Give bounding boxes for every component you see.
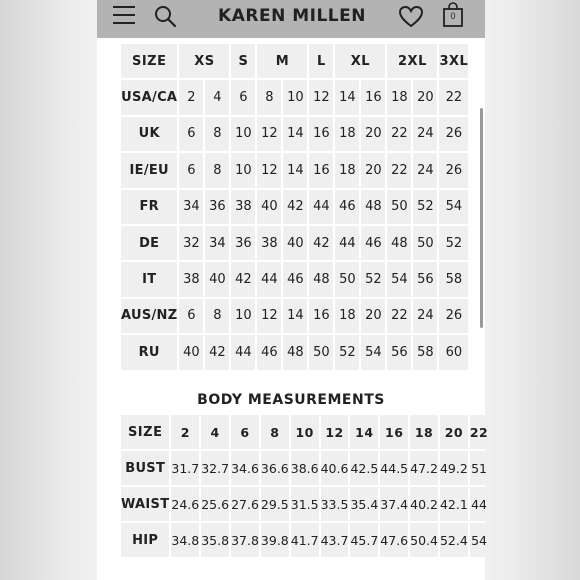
- brand-logo[interactable]: KAREN MILLEN: [218, 6, 366, 26]
- size-value: 8: [205, 153, 229, 187]
- size-value: 18: [335, 153, 359, 187]
- size-value: 38: [179, 262, 203, 296]
- size-number: 2: [171, 415, 199, 449]
- size-value: 56: [387, 335, 411, 369]
- size-number: 6: [231, 415, 259, 449]
- size-label-xl: XL: [335, 44, 385, 78]
- size-value: 44: [309, 190, 333, 224]
- table-row: [121, 523, 488, 557]
- menu-icon[interactable]: [113, 6, 135, 26]
- size-value: 10: [231, 117, 255, 151]
- size-label-xs: XS: [179, 44, 229, 78]
- size-number: 4: [201, 415, 229, 449]
- size-value: 26: [439, 117, 468, 151]
- size-value: 52: [439, 226, 468, 260]
- measurement-value: 35.8: [201, 523, 229, 557]
- size-value: 36: [205, 190, 229, 224]
- measurement-value: 52.4: [440, 523, 468, 557]
- size-value: 2: [179, 80, 203, 114]
- size-value: 52: [335, 335, 359, 369]
- size-value: 38: [231, 190, 255, 224]
- scrollbar[interactable]: [480, 108, 483, 328]
- size-value: 46: [257, 335, 281, 369]
- size-value: 8: [205, 299, 229, 333]
- size-value: 52: [413, 190, 437, 224]
- size-conversion-table: [119, 42, 470, 372]
- table-row: [121, 80, 468, 114]
- size-value: 46: [361, 226, 385, 260]
- table-row: [121, 190, 468, 224]
- size-value: 18: [335, 117, 359, 151]
- region-label: USA/CA: [121, 80, 177, 114]
- region-label: IT: [121, 262, 177, 296]
- shopping-bag-icon[interactable]: [442, 2, 464, 28]
- measurement-value: 24.6: [171, 487, 199, 521]
- size-value: 16: [361, 80, 385, 114]
- size-value: 48: [387, 226, 411, 260]
- size-value: 54: [387, 262, 411, 296]
- region-label: RU: [121, 335, 177, 369]
- size-value: 42: [231, 262, 255, 296]
- measurement-value: 34.8: [171, 523, 199, 557]
- size-value: 44: [257, 262, 281, 296]
- size-value: 50: [309, 335, 333, 369]
- size-value: 12: [309, 80, 333, 114]
- size-value: 44: [231, 335, 255, 369]
- measurement-header-row: [121, 415, 488, 449]
- size-label-l: L: [309, 44, 333, 78]
- heart-icon[interactable]: [398, 5, 424, 29]
- size-number: 10: [291, 415, 319, 449]
- size-value: 50: [335, 262, 359, 296]
- measurement-value: 29.5: [261, 487, 289, 521]
- measurement-value: 40.6: [321, 451, 349, 485]
- size-number: 14: [350, 415, 378, 449]
- bag-count-badge: 0: [450, 11, 456, 21]
- size-value: 40: [179, 335, 203, 369]
- size-value: 40: [257, 190, 281, 224]
- size-number: 16: [380, 415, 408, 449]
- size-value: 8: [257, 80, 281, 114]
- measurement-value: 37.8: [231, 523, 259, 557]
- size-value: 6: [179, 117, 203, 151]
- size-value: 12: [257, 153, 281, 187]
- size-value: 52: [361, 262, 385, 296]
- size-value: 16: [309, 299, 333, 333]
- measurement-value: 45.7: [350, 523, 378, 557]
- size-value: 26: [439, 299, 468, 333]
- size-value: 8: [205, 117, 229, 151]
- size-value: 54: [361, 335, 385, 369]
- measurement-label: BUST: [121, 451, 169, 485]
- size-value: 58: [413, 335, 437, 369]
- measurement-value: 47.2: [410, 451, 438, 485]
- size-label-2xl: 2XL: [387, 44, 437, 78]
- measurement-value: 50.4: [410, 523, 438, 557]
- size-value: 10: [231, 153, 255, 187]
- measurement-label: HIP: [121, 523, 169, 557]
- size-value: 40: [205, 262, 229, 296]
- table-row: [121, 487, 488, 521]
- size-value: 32: [179, 226, 203, 260]
- size-number: 22: [470, 415, 488, 449]
- measurement-value: 36.6: [261, 451, 289, 485]
- measurement-value: 42.1: [440, 487, 468, 521]
- region-label: AUS/NZ: [121, 299, 177, 333]
- region-label: FR: [121, 190, 177, 224]
- search-icon[interactable]: [153, 4, 177, 28]
- measurement-value: 31.5: [291, 487, 319, 521]
- measurement-value: 27.6: [231, 487, 259, 521]
- size-value: 16: [309, 117, 333, 151]
- size-label-3xl: 3XL: [439, 44, 468, 78]
- measurement-value: 34.6: [231, 451, 259, 485]
- size-value: 24: [413, 117, 437, 151]
- body-measurements-title: BODY MEASUREMENTS: [197, 392, 385, 408]
- measurement-value: 51: [470, 451, 488, 485]
- measurement-value: 35.4: [350, 487, 378, 521]
- size-value: 50: [387, 190, 411, 224]
- size-number: 12: [321, 415, 349, 449]
- size-value: 46: [283, 262, 307, 296]
- size-value: 56: [413, 262, 437, 296]
- size-value: 16: [309, 153, 333, 187]
- size-value: 20: [413, 80, 437, 114]
- size-label-m: M: [257, 44, 307, 78]
- size-value: 20: [361, 299, 385, 333]
- size-value: 24: [413, 153, 437, 187]
- size-number: 20: [440, 415, 468, 449]
- size-value: 12: [257, 117, 281, 151]
- size-value: 10: [283, 80, 307, 114]
- size-value: 60: [439, 335, 468, 369]
- size-value: 36: [231, 226, 255, 260]
- measurement-value: 42.5: [350, 451, 378, 485]
- size-value: 34: [179, 190, 203, 224]
- region-label: IE/EU: [121, 153, 177, 187]
- measurement-value: 39.8: [261, 523, 289, 557]
- table-row: [121, 226, 468, 260]
- size-value: 46: [335, 190, 359, 224]
- measurement-value: 33.5: [321, 487, 349, 521]
- size-value: 48: [283, 335, 307, 369]
- size-value: 38: [257, 226, 281, 260]
- size-value: 10: [231, 299, 255, 333]
- region-label: DE: [121, 226, 177, 260]
- measurement-value: 25.6: [201, 487, 229, 521]
- table-row: [121, 117, 468, 151]
- size-value: 12: [257, 299, 281, 333]
- table-row: [121, 299, 468, 333]
- size-value: 44: [335, 226, 359, 260]
- size-number: 8: [261, 415, 289, 449]
- size-number: 18: [410, 415, 438, 449]
- size-value: 20: [361, 153, 385, 187]
- size-value: 42: [309, 226, 333, 260]
- size-value: 24: [413, 299, 437, 333]
- body-measurements-table: [119, 413, 490, 559]
- measurement-value: 31.7: [171, 451, 199, 485]
- measurement-value: 32.7: [201, 451, 229, 485]
- table-row: [121, 153, 468, 187]
- table-row: [121, 451, 488, 485]
- table-row: [121, 335, 468, 369]
- size-value: 14: [335, 80, 359, 114]
- measurement-value: 40.2: [410, 487, 438, 521]
- size-value: 6: [231, 80, 255, 114]
- size-value: 58: [439, 262, 468, 296]
- size-value: 50: [413, 226, 437, 260]
- table-row: [121, 262, 468, 296]
- top-navigation-bar: [97, 0, 485, 38]
- measurement-value: 44: [470, 487, 488, 521]
- size-header-label: SIZE: [121, 415, 169, 449]
- measurement-value: 38.6: [291, 451, 319, 485]
- measurement-value: 43.7: [321, 523, 349, 557]
- size-value: 22: [439, 80, 468, 114]
- measurement-value: 37.4: [380, 487, 408, 521]
- size-value: 48: [309, 262, 333, 296]
- measurement-value: 44.5: [380, 451, 408, 485]
- size-label-s: S: [231, 44, 255, 78]
- measurement-value: 49.2: [440, 451, 468, 485]
- size-value: 18: [335, 299, 359, 333]
- size-value: 22: [387, 117, 411, 151]
- size-value: 14: [283, 117, 307, 151]
- size-value: 26: [439, 153, 468, 187]
- size-value: 14: [283, 299, 307, 333]
- size-value: 42: [283, 190, 307, 224]
- size-value: 4: [205, 80, 229, 114]
- size-value: 22: [387, 153, 411, 187]
- size-header-label: SIZE: [121, 44, 177, 78]
- size-value: 18: [387, 80, 411, 114]
- size-value: 48: [361, 190, 385, 224]
- measurement-value: 47.6: [380, 523, 408, 557]
- measurement-value: 54: [470, 523, 488, 557]
- size-value: 54: [439, 190, 468, 224]
- measurement-label: WAIST: [121, 487, 169, 521]
- size-header-row: [121, 44, 468, 78]
- size-value: 6: [179, 153, 203, 187]
- measurement-value: 41.7: [291, 523, 319, 557]
- phone-screen: [97, 0, 489, 580]
- size-value: 40: [283, 226, 307, 260]
- size-value: 22: [387, 299, 411, 333]
- size-value: 6: [179, 299, 203, 333]
- size-value: 34: [205, 226, 229, 260]
- region-label: UK: [121, 117, 177, 151]
- size-value: 20: [361, 117, 385, 151]
- size-value: 42: [205, 335, 229, 369]
- size-value: 14: [283, 153, 307, 187]
